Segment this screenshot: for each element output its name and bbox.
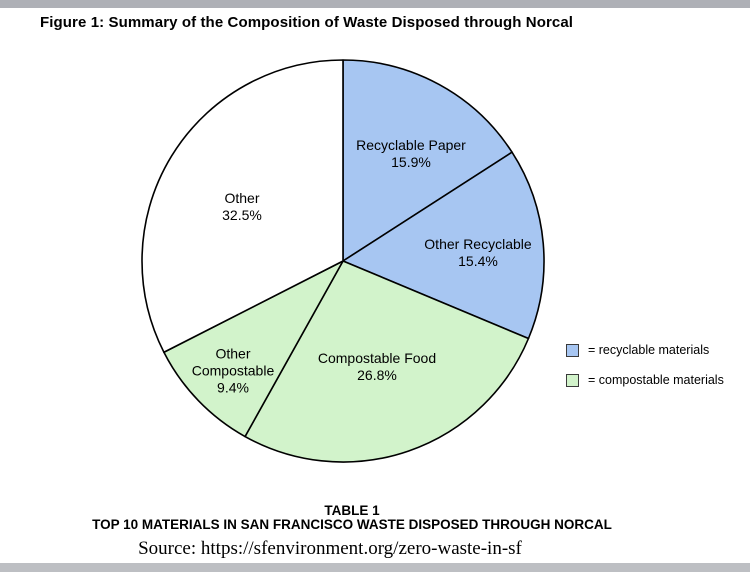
slice-percent: 32.5% xyxy=(222,207,262,223)
slice-name: Compostable Food xyxy=(317,350,437,366)
table-heading-line2: TOP 10 MATERIALS IN SAN FRANCISCO WASTE DISPOSED THROUGH NORCAL xyxy=(92,517,612,532)
legend xyxy=(566,341,724,401)
legend-row-compostable xyxy=(566,371,724,389)
slice-label-recyclable-paper xyxy=(336,137,486,171)
slice-percent: 15.9% xyxy=(391,154,431,170)
slice-name: Other Compostable xyxy=(191,345,275,379)
recyclable-swatch-icon xyxy=(566,344,579,357)
slice-name: Other Recyclable xyxy=(424,236,532,252)
slice-label-other xyxy=(192,190,292,224)
figure-title: Figure 1: Summary of the Composition of Waste Disposed through Norcal xyxy=(40,14,574,31)
source-citation: Source: https://sfenvironment.org/zero-waste-in-sf xyxy=(138,538,522,559)
slice-percent: 26.8% xyxy=(357,367,397,383)
slice-percent: 9.4% xyxy=(217,379,249,396)
slice-label-compostable-food xyxy=(297,350,457,384)
slice-label-other-recyclable xyxy=(403,236,553,270)
slice-name: Recyclable Paper xyxy=(356,137,466,153)
table-heading-line1: TABLE 1 xyxy=(324,503,380,518)
bottom-border-bar xyxy=(0,563,750,572)
legend-label: = recyclable materials xyxy=(588,343,710,357)
slice-label-other-compostable xyxy=(181,346,285,397)
slice-name: Other xyxy=(224,190,260,206)
slice-percent: 15.4% xyxy=(458,253,498,269)
compostable-swatch-icon xyxy=(566,374,579,387)
legend-label: = compostable materials xyxy=(588,373,724,387)
legend-row-recyclable xyxy=(566,341,724,359)
